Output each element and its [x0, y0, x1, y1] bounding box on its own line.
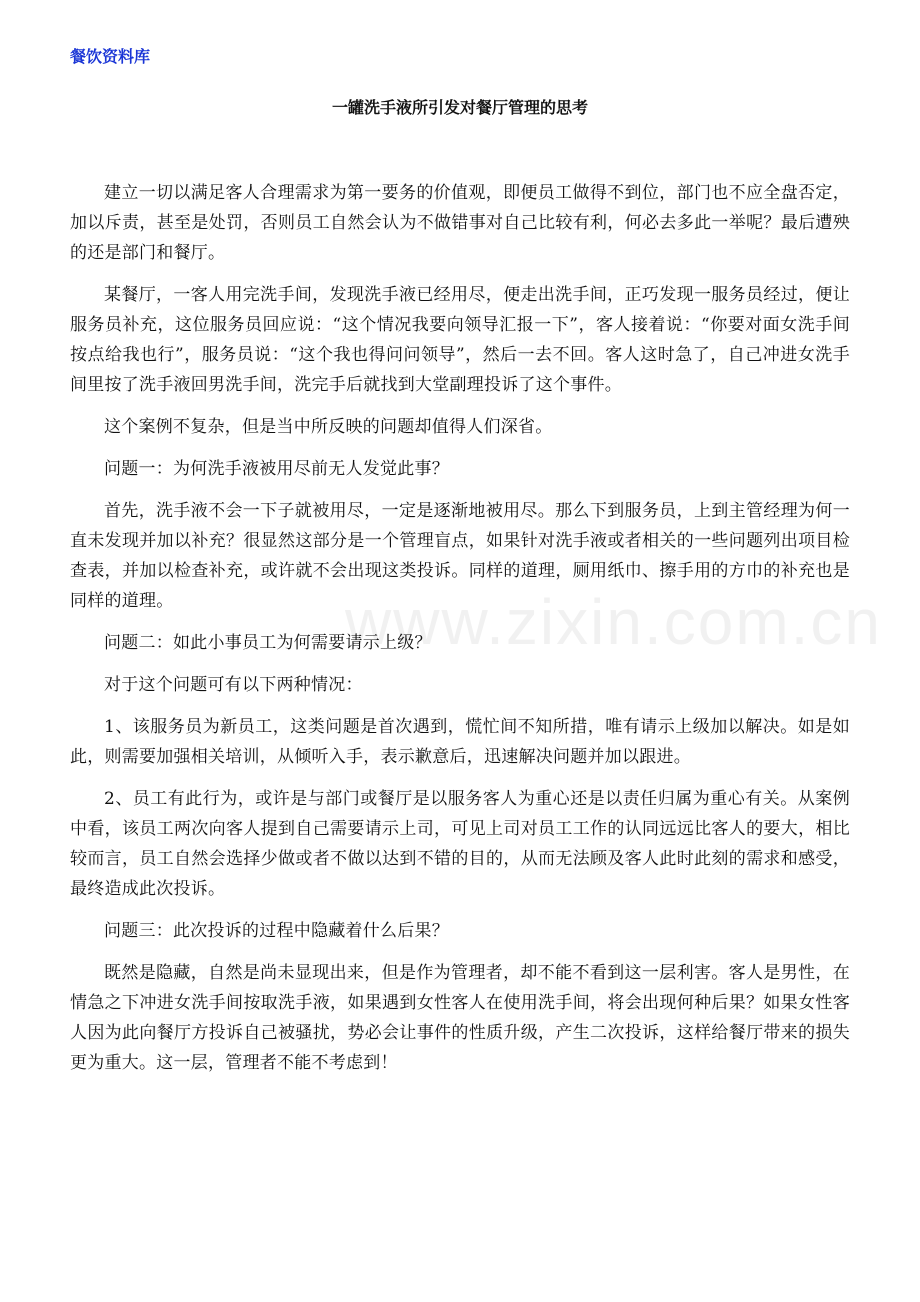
paragraph: 既然是隐藏，自然是尚未显现出来，但是作为管理者，却不能不看到这一层利害。客人是男性，在情急之下冲进女洗手间按取洗手液，如果遇到女性客人在使用洗手间，将会出现何种后果？如果女性客人因为此向餐厅方投诉自己被骚扰，势必会让事件的性质升级，产生二次投诉，这样给餐厅带来的损失更为重大。这一层，管理者不能不考虑到！	[70, 963, 850, 1073]
paragraph: 首先，洗手液不会一下子就被用尽，一定是逐渐地被用尽。那么下到服务员，上到主管经理为何一直未发现并加以补充？很显然这部分是一个管理盲点，如果针对洗手液或者相关的一些问题列出项目检查表，并加以检查补充，或许就不会出现这类投诉。同样的道理，厕用纸巾、擦手用的方巾的补充也是同样的道理。	[70, 501, 850, 611]
paragraph: 建立一切以满足客人合理需求为第一要务的价值观，即便员工做得不到位，部门也不应全盘否定，加以斥责，甚至是处罚，否则员工自然会认为不做错事对自己比较有利，何必去多此一举呢？最后遭殃的还是部门和餐厅。	[70, 183, 850, 263]
list-item: 2、员工有此行为，或许是与部门或餐厅是以服务客人为重心还是以责任归属为重心有关。从案例中看，该员工两次向客人提到自己需要请示上司，可见上司对员工工作的认同远远比客人的要大，相比较而言，员工自然会选择少做或者不做以达到不错的目的，从而无法顾及客人此时此刻的需求和感受，最终造成此次投诉。	[70, 789, 850, 899]
document-title: 一罐洗手液所引发对餐厅管理的思考	[331, 98, 588, 117]
watermark: www.zixin.com.cn	[345, 586, 882, 658]
question-heading: 问题二：如此小事员工为何需要请示上级？	[104, 633, 432, 653]
site-link[interactable]: 餐饮资料库	[70, 47, 151, 66]
paragraph: 对于这个问题可有以下两种情况：	[104, 675, 363, 695]
paragraph: 这个案例不复杂，但是当中所反映的问题却值得人们深省。	[104, 417, 553, 437]
list-item: 1、该服务员为新员工，这类问题是首次遇到，慌忙间不知所措，唯有请示上级加以解决。如是如此，则需要加强相关培训，从倾听入手，表示歉意后，迅速解决问题并加以跟进。	[70, 717, 850, 767]
question-heading: 问题一：为何洗手液被用尽前无人发觉此事？	[104, 459, 449, 479]
document-body	[70, 178, 850, 1090]
paragraph: 某餐厅，一客人用完洗手间，发现洗手液已经用尽，便走出洗手间，正巧发现一服务员经过，便让服务员补充，这位服务员回应说：“这个情况我要向领导汇报一下”，客人接着说：“你要对面女洗手间按点给我也行”，服务员说：“这个我也得问问领导”，然后一去不回。客人这时急了，自己冲进女洗手间里按了洗手液回男洗手间，洗完手后就找到大堂副理投诉了这个事件。	[70, 285, 850, 395]
question-heading: 问题三：此次投诉的过程中隐藏着什么后果？	[104, 921, 449, 941]
